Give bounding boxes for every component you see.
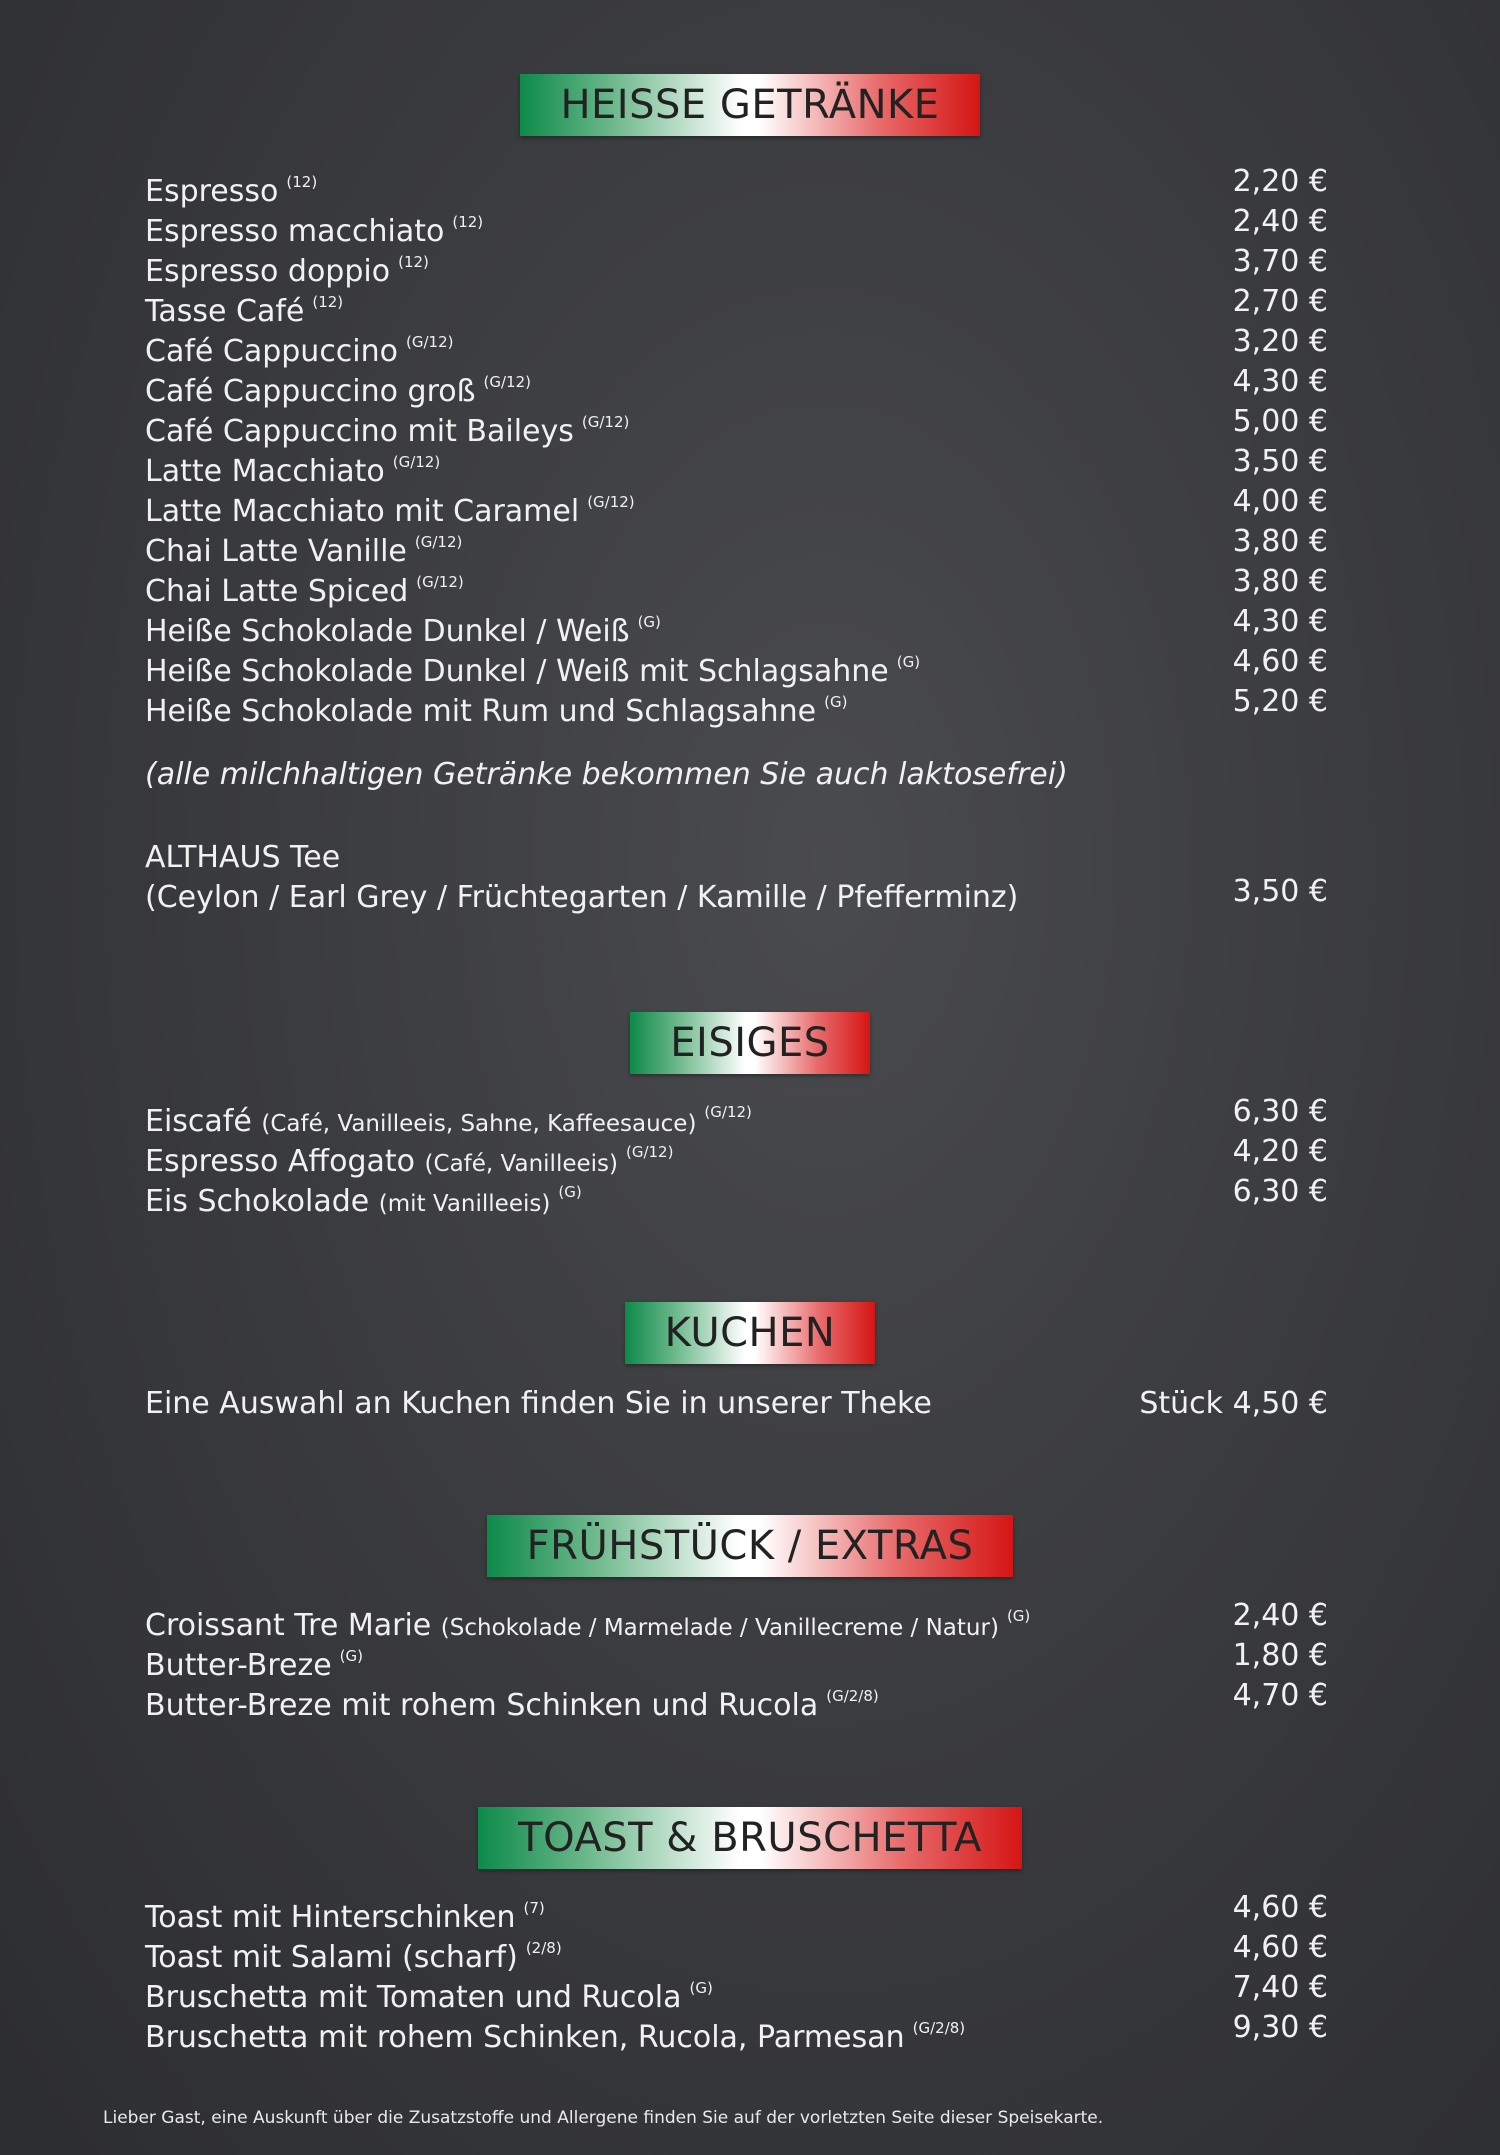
item-price: 4,60 €: [1232, 644, 1328, 679]
item-price: 3,20 €: [1232, 324, 1328, 359]
allergen-note: (G/12): [587, 493, 635, 511]
allergen-note: (12): [286, 173, 318, 191]
allergen-note: (G): [558, 1183, 582, 1201]
item-price: 1,80 €: [1232, 1638, 1328, 1673]
allergen-footer-note: Lieber Gast, eine Auskunft über die Zusatzstoffe und Allergene finden Sie auf der vorletzten Seite dieser Speisekarte.: [103, 2108, 1104, 2128]
item-name: Croissant Tre Marie: [145, 1608, 432, 1643]
item-name: Heiße Schokolade Dunkel / Weiß: [145, 614, 630, 649]
allergen-note: (G): [637, 613, 661, 631]
menu-item: [0, 1172, 1500, 1219]
tea-price: 3,50 €: [1232, 874, 1328, 909]
menu-item: [0, 242, 1500, 289]
menu-item: [0, 1968, 1500, 2015]
item-price: 3,50 €: [1232, 444, 1328, 479]
tea-title: ALTHAUS Tee: [145, 840, 341, 875]
item-price: 2,40 €: [1232, 1598, 1328, 1633]
allergen-note: (G/12): [704, 1103, 752, 1121]
menu-item: [0, 482, 1500, 529]
item-name: Latte Macchiato: [145, 454, 385, 489]
item-name: Café Cappuccino: [145, 334, 399, 369]
item-price: 4,70 €: [1232, 1678, 1328, 1713]
cake-title: KUCHEN: [625, 1302, 876, 1364]
item-price: 5,00 €: [1232, 404, 1328, 439]
menu-item: [0, 522, 1500, 569]
item-price: 4,60 €: [1232, 1890, 1328, 1925]
allergen-note: (G): [824, 693, 848, 711]
cake-text: Eine Auswahl an Kuchen finden Sie in unserer Theke: [145, 1386, 932, 1421]
menu-item: [0, 1636, 1500, 1683]
item-name: Tasse Café: [145, 294, 305, 329]
item-name: Bruschetta mit rohem Schinken, Rucola, Parmesan: [145, 2020, 905, 2055]
item-price: 3,80 €: [1232, 524, 1328, 559]
item-price: 4,20 €: [1232, 1134, 1328, 1169]
menu-item: [0, 1888, 1500, 1935]
item-name: Eiscafé: [145, 1104, 252, 1139]
toast-header-wrap: [0, 1807, 1500, 1869]
item-name: Eis Schokolade: [145, 1184, 370, 1219]
item-price: 5,20 €: [1232, 684, 1328, 719]
menu-item: [0, 402, 1500, 449]
item-name: Chai Latte Spiced: [145, 574, 409, 609]
item-price: 4,00 €: [1232, 484, 1328, 519]
allergen-note: (G/12): [483, 373, 531, 391]
allergen-note: (G/12): [414, 533, 463, 551]
item-name: Butter-Breze mit rohem Schinken und Rucola: [145, 1688, 819, 1723]
menu-item: [0, 442, 1500, 489]
menu-item: [0, 642, 1500, 689]
item-price: 2,20 €: [1232, 164, 1328, 199]
item-name: Café Cappuccino groß: [145, 374, 476, 409]
menu-item: [0, 322, 1500, 369]
item-detail: (Café, Vanilleeis, Sahne, Kaffeesauce): [261, 1111, 697, 1137]
menu-item: [0, 362, 1500, 409]
allergen-note: (G/12): [392, 453, 441, 471]
item-name: Heiße Schokolade Dunkel / Weiß mit Schlagsahne: [145, 654, 889, 689]
menu-item: [0, 1092, 1500, 1139]
menu-item: [0, 562, 1500, 609]
item-name: Chai Latte Vanille: [145, 534, 407, 569]
menu-item: [0, 282, 1500, 329]
allergen-note: (G): [689, 1979, 713, 1997]
item-name: Espresso Affogato: [145, 1144, 415, 1179]
item-name: Café Cappuccino mit Baileys: [145, 414, 574, 449]
item-name: Bruschetta mit Tomaten und Rucola: [145, 1980, 682, 2015]
item-name: Toast mit Salami (scharf): [145, 1940, 518, 1975]
item-price: 9,30 €: [1232, 2010, 1328, 2045]
allergen-note: (G/12): [581, 413, 630, 431]
item-name: Latte Macchiato mit Caramel: [145, 494, 580, 529]
allergen-note: (12): [452, 213, 484, 231]
allergen-note: (G): [896, 653, 921, 671]
tea-row: [0, 874, 1500, 918]
item-name: Espresso: [145, 174, 279, 209]
item-name: Toast mit Hinterschinken: [145, 1900, 516, 1935]
breakfast-title: FRÜHSTÜCK / EXTRAS: [487, 1515, 1014, 1577]
menu-item: [0, 162, 1500, 209]
allergen-note: (G): [339, 1647, 363, 1665]
item-price: 6,30 €: [1232, 1174, 1328, 1209]
item-name: Espresso macchiato: [145, 214, 445, 249]
iced-header-wrap: [0, 1012, 1500, 1074]
iced-title: EISIGES: [630, 1012, 869, 1074]
tea-varieties: (Ceylon / Earl Grey / Früchtegarten / Kamille / Pfefferminz): [145, 880, 1019, 915]
item-detail: (mit Vanilleeis): [378, 1191, 551, 1217]
allergen-note: (G/12): [406, 333, 454, 351]
item-price: 6,30 €: [1232, 1094, 1328, 1129]
allergen-note: (7): [523, 1899, 545, 1917]
toast-title: TOAST & BRUSCHETTA: [478, 1807, 1022, 1869]
item-name: Espresso doppio: [145, 254, 391, 289]
item-price: 4,30 €: [1232, 604, 1328, 639]
allergen-note: (G/2/8): [912, 2019, 966, 2037]
cake-row: [0, 1384, 1500, 1424]
breakfast-header-wrap: [0, 1515, 1500, 1577]
item-price: 2,70 €: [1232, 284, 1328, 319]
lactose-free-note: (alle milchhaltigen Getränke bekommen Sie auch laktosefrei): [145, 757, 1068, 792]
item-price: 2,40 €: [1232, 204, 1328, 239]
menu-item: [0, 1676, 1500, 1723]
allergen-note: (G/2/8): [826, 1687, 879, 1705]
menu-item: [0, 1596, 1500, 1643]
item-price: 7,40 €: [1232, 1970, 1328, 2005]
menu-item: [0, 682, 1500, 729]
allergen-note: (G/12): [416, 573, 464, 591]
item-detail: (Café, Vanilleeis): [424, 1151, 618, 1177]
allergen-note: (2/8): [525, 1939, 562, 1957]
item-name: Heiße Schokolade mit Rum und Schlagsahne: [145, 694, 817, 729]
item-price: 3,70 €: [1232, 244, 1328, 279]
item-price: 3,80 €: [1232, 564, 1328, 599]
allergen-note: (G/12): [625, 1143, 674, 1161]
item-price: 4,60 €: [1232, 1930, 1328, 1965]
menu-item: [0, 1132, 1500, 1179]
hot-drinks-header-wrap: [0, 74, 1500, 136]
cake-price: Stück 4,50 €: [1139, 1386, 1328, 1421]
menu-item: [0, 202, 1500, 249]
cake-header-wrap: [0, 1302, 1500, 1364]
item-name: Butter-Breze: [145, 1648, 332, 1683]
item-price: 4,30 €: [1232, 364, 1328, 399]
menu-item: [0, 1928, 1500, 1975]
allergen-note: (12): [312, 293, 344, 311]
hot-drinks-title: HEISSE GETRÄNKE: [520, 74, 979, 136]
menu-item: [0, 602, 1500, 649]
menu-item: [0, 2008, 1500, 2055]
item-detail: (Schokolade / Marmelade / Vanillecreme / Natur): [440, 1615, 999, 1641]
allergen-note: (G): [1006, 1607, 1031, 1625]
allergen-note: (12): [398, 253, 429, 271]
